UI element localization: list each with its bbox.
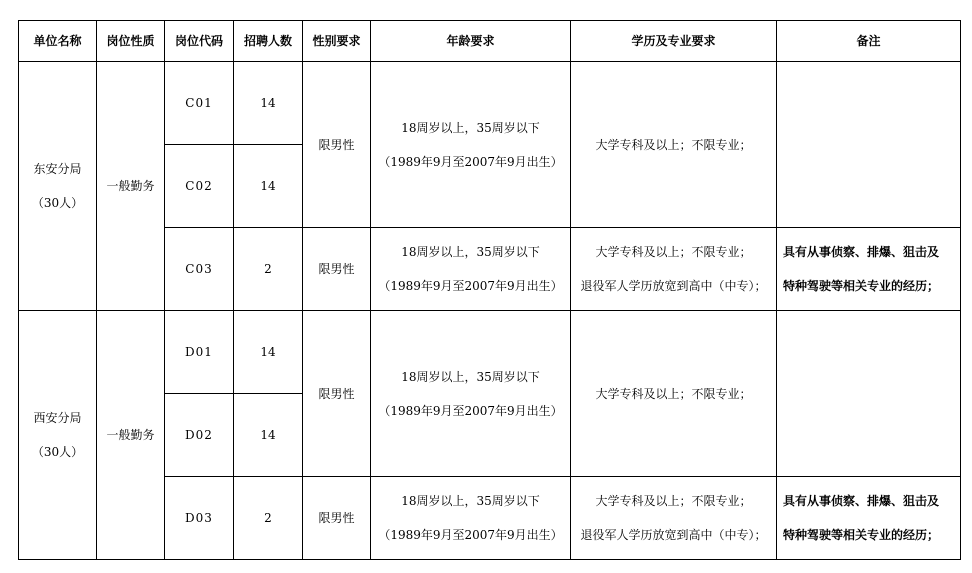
position-code-cell: C02 (165, 145, 234, 228)
position-nature-cell: 一般勤务 (97, 311, 165, 560)
age-range: 18周岁以上，35周岁以下 (401, 245, 540, 259)
position-nature-cell: 一般勤务 (97, 62, 165, 311)
unit-name: 东安分局 (33, 162, 82, 176)
unit-name: 西安分局 (33, 411, 82, 425)
gender-cell: 限男性 (303, 311, 371, 477)
header-unit-name: 单位名称 (19, 21, 97, 62)
hire-count-cell: 2 (234, 477, 303, 560)
birth-range: （1989年9月至2007年9月出生） (378, 279, 563, 293)
header-position-nature: 岗位性质 (97, 21, 165, 62)
gender-cell: 限男性 (303, 62, 371, 228)
remarks-line: 特种驾驶等相关专业的经历； (783, 528, 940, 542)
remarks-line: 具有从事侦察、排爆、狙击及 (783, 245, 940, 259)
education-requirement: 大学专科及以上；不限专业； (595, 386, 752, 401)
hire-count-cell: 2 (234, 228, 303, 311)
recruitment-table (18, 20, 961, 560)
remarks-cell (777, 477, 961, 560)
header-position-code: 岗位代码 (165, 21, 234, 62)
table-row (19, 62, 961, 145)
education-requirement: 大学专科及以上；不限专业； (595, 245, 752, 259)
recruitment-table-wrapper (18, 20, 961, 560)
remarks-cell (777, 311, 961, 477)
header-row (19, 21, 961, 62)
education-requirement: 大学专科及以上；不限专业； (595, 137, 752, 152)
hire-count-cell: 14 (234, 62, 303, 145)
position-code-cell: D02 (165, 394, 234, 477)
position-code-cell: C03 (165, 228, 234, 311)
hire-count-cell: 14 (234, 394, 303, 477)
remarks-cell (777, 228, 961, 311)
unit-name-cell (19, 62, 97, 311)
remarks-line: 具有从事侦察、排爆、狙击及 (783, 494, 940, 508)
remarks-line: 特种驾驶等相关专业的经历； (783, 279, 940, 293)
education-cell (571, 311, 777, 477)
education-cell (571, 228, 777, 311)
gender-cell: 限男性 (303, 477, 371, 560)
veteran-education-note: 退役军人学历放宽到高中（中专）； (580, 279, 767, 293)
header-age: 年龄要求 (371, 21, 571, 62)
header-remarks: 备注 (777, 21, 961, 62)
birth-range: （1989年9月至2007年9月出生） (378, 154, 563, 169)
unit-count: （30人） (31, 196, 84, 210)
age-range: 18周岁以上，35周岁以下 (401, 494, 540, 508)
birth-range: （1989年9月至2007年9月出生） (378, 528, 563, 542)
position-code-cell: C01 (165, 62, 234, 145)
table-row (19, 311, 961, 394)
gender-cell: 限男性 (303, 228, 371, 311)
age-cell (371, 477, 571, 560)
age-range: 18周岁以上，35周岁以下 (401, 369, 540, 384)
birth-range: （1989年9月至2007年9月出生） (378, 403, 563, 418)
age-cell (371, 311, 571, 477)
position-code-cell: D01 (165, 311, 234, 394)
unit-count: （30人） (31, 445, 84, 459)
age-cell (371, 62, 571, 228)
hire-count-cell: 14 (234, 311, 303, 394)
header-education: 学历及专业要求 (571, 21, 777, 62)
position-code-cell: D03 (165, 477, 234, 560)
education-requirement: 大学专科及以上；不限专业； (595, 494, 752, 508)
veteran-education-note: 退役军人学历放宽到高中（中专）； (580, 528, 767, 542)
education-cell (571, 477, 777, 560)
unit-name-cell (19, 311, 97, 560)
hire-count-cell: 14 (234, 145, 303, 228)
header-hire-count: 招聘人数 (234, 21, 303, 62)
age-range: 18周岁以上，35周岁以下 (401, 120, 540, 135)
header-gender: 性别要求 (303, 21, 371, 62)
remarks-cell (777, 62, 961, 228)
education-cell (571, 62, 777, 228)
age-cell (371, 228, 571, 311)
